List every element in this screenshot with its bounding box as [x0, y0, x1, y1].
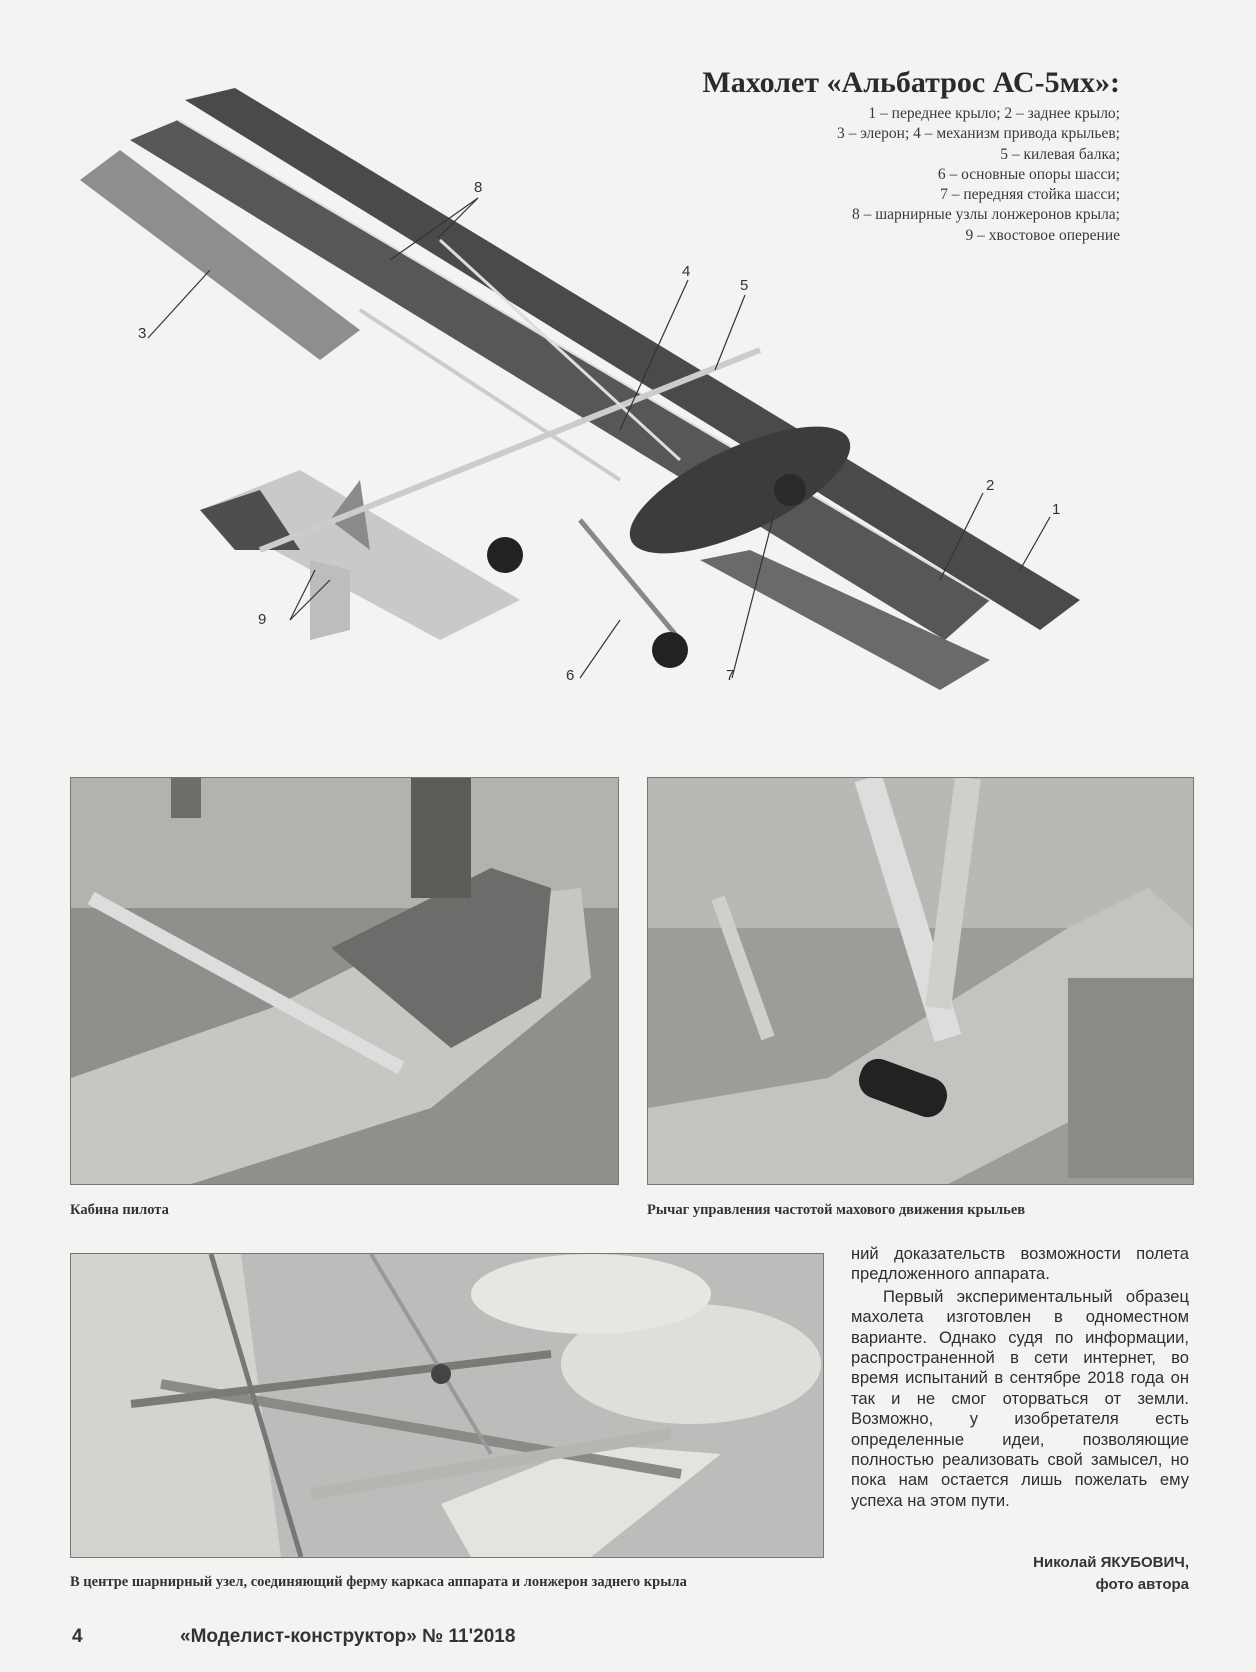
legend-line: 5 – килевая балка; [1000, 145, 1120, 163]
nose-wheel-7 [774, 474, 806, 506]
lever-photo [647, 777, 1194, 1185]
main-wheel-right [652, 632, 688, 668]
article-paragraph: ний доказательств возможности полета предложенного аппарата. [851, 1244, 1189, 1284]
callout-3: 3 [138, 325, 147, 342]
author-signature [1033, 1552, 1189, 1596]
main-wheel-left [487, 537, 523, 573]
hinge-caption: В центре шарнирный узел, соединяющий ферму каркаса аппарата и лонжерон заднего крыла [70, 1574, 687, 1590]
article-text [851, 1244, 1189, 1511]
callout-9: 9 [258, 611, 267, 628]
cockpit-caption: Кабина пилота [70, 1202, 169, 1218]
hinge-photo [70, 1253, 824, 1558]
legend-line: 8 – шарнирные узлы лонжеронов крыла; [851, 206, 1120, 224]
figure-title: Махолет «Альбатрос АС-5мх»: [702, 66, 1120, 99]
callout-8: 8 [474, 179, 483, 196]
callout-7: 7 [726, 667, 735, 684]
photo-credit: фото автора [1095, 1576, 1189, 1593]
callout-5: 5 [740, 277, 749, 294]
legend-line: 6 – основные опоры шасси; [937, 165, 1120, 183]
lever-caption: Рычаг управления частотой махового движения крыльев [647, 1202, 1026, 1218]
callout-6: 6 [566, 667, 575, 684]
legend-line: 7 – передняя стойка шасси; [940, 186, 1120, 204]
legend-line: 3 – элерон; 4 – механизм привода крыльев; [836, 125, 1120, 143]
callout-4: 4 [682, 263, 691, 280]
author-name: Николай ЯКУБОВИЧ, [1033, 1554, 1189, 1571]
figure-legend [837, 104, 1120, 246]
page-number: 4 [72, 1626, 83, 1647]
magazine-issue: «Моделист-конструктор» № 11'2018 [180, 1626, 516, 1647]
legend-line: 1 – переднее крыло; 2 – заднее крыло; [868, 105, 1120, 122]
cockpit-photo [70, 777, 619, 1185]
callout-1: 1 [1052, 501, 1061, 518]
callout-2: 2 [986, 477, 995, 494]
article-paragraph: Первый экспериментальный образец махолета изготовлен в одноместном варианте. Однако судя по информации, распространенной в сети интернет, во время испытаний в сентябре 2018 года он так и не смог оторваться от земли. Возможно, у изобретателя есть определенные идеи, позволяющие полностью реализовать свой замысел, но пока нам остается лишь пожелать ему успеха на этом пути. [851, 1286, 1189, 1510]
legend-line: 9 – хвостовое оперение [965, 226, 1120, 244]
